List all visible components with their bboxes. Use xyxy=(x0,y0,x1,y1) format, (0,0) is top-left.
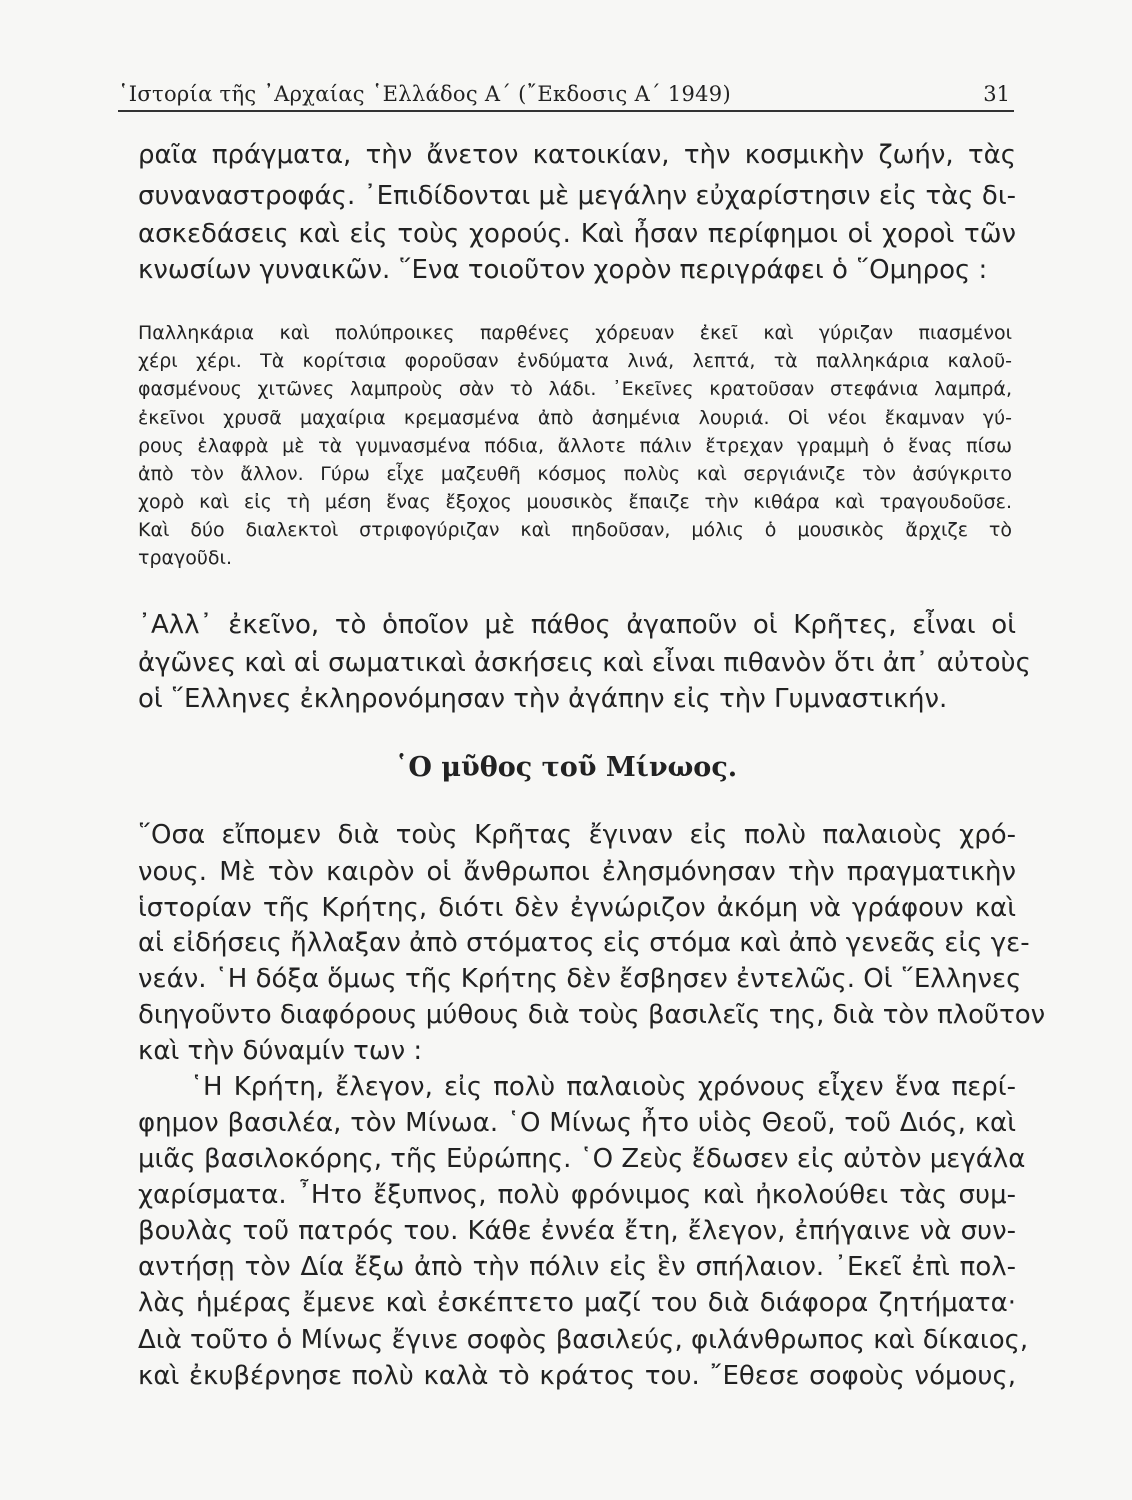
quote-line: φασμένους χιτῶνες λαμπροὺς σὰν τὸ λάδι. ᾿Εκεῖνες κρατοῦσαν στεφάνια λαμπρά, xyxy=(138,378,1012,400)
quote-line: χέρι χέρι. Τὰ κορίτσια φοροῦσαν ἐνδύματα λινά, λεπτά, τὰ παλληκάρια καλοῦ- xyxy=(138,350,1012,372)
text-line: ἱστορίαν τῆς Κρήτης, διότι δὲν ἐγνώριζον ἀκόμη νὰ γράφουν καὶ xyxy=(138,893,1016,923)
text-line: μιᾶς βασιλοκόρης, τῆς Εὐρώπης. ῾Ο Ζεὺς ἔδωσεν εἰς αὐτὸν μεγάλα xyxy=(138,1144,1026,1174)
text-line: χαρίσματα. ῏Ητο ἔξυπνος, πολὺ φρόνιμος καὶ ἠκολούθει τὰς συμ- xyxy=(138,1180,1016,1210)
quote-line: ρους ἐλαφρὰ μὲ τὰ γυμνασμένα πόδια, ἄλλοτε πάλιν ἔτρεχαν γραμμὴ ὁ ἕνας πίσω xyxy=(138,435,1012,457)
quote-line: ἀπὸ τὸν ἄλλον. Γύρω εἶχε μαζευθῆ κόσμος πολὺς καὶ σεργιάνιζε τὸν ἀσύγκριτο xyxy=(138,463,1012,485)
quote-line: τραγοῦδι. xyxy=(138,547,232,569)
text-line: Διὰ τοῦτο ὁ Μίνως ἔγινε σοφὸς βασιλεύς, φιλάνθρωπος καὶ δίκαιος, xyxy=(138,1325,1029,1355)
quote-line: ἐκεῖνοι χρυσᾶ μαχαίρια κρεμασμένα ἀπὸ ἀσημένια λουριά. Οἱ νέοι ἔκαμναν γύ- xyxy=(138,407,1012,429)
text-line: ῾Η Κρήτη, ἔλεγον, εἰς πολὺ παλαιοὺς χρόνους εἶχεν ἕνα περί- xyxy=(190,1072,1016,1102)
text-line: συναναστροφάς. ᾿Επιδίδονται μὲ μεγάλην εὐχαρίστησιν εἰς τὰς δι- xyxy=(138,181,1016,211)
page-number: 31 xyxy=(983,82,1010,106)
quote-line: Παλληκάρια καὶ πολύπροικες παρθένες χόρευαν ἐκεῖ καὶ γύριζαν πιασμένοι xyxy=(138,322,1012,344)
text-line: νους. Μὲ τὸν καιρὸν οἱ ἄνθρωποι ἐλησμόνησαν τὴν πραγματικὴν xyxy=(138,857,1016,887)
text-line: ραῖα πράγματα, τὴν ἄνετον κατοικίαν, τὴν κοσμικὴν ζωήν, τὰς xyxy=(138,140,1016,170)
quote-line: χορὸ καὶ εἰς τὴ μέση ἕνας ἔξοχος μουσικὸς ἔπαιζε τὴν κιθάρα καὶ τραγουδοῦσε. xyxy=(138,491,1012,513)
text-line: οἱ ῞Ελληνες ἐκληρονόμησαν τὴν ἀγάπην εἰς τὴν Γυμναστικήν. xyxy=(138,684,948,714)
text-line: νεάν. ῾Η δόξα ὅμως τῆς Κρήτης δὲν ἔσβησεν ἐντελῶς. Οἱ ῞Ελληνες xyxy=(138,964,1022,994)
text-line: διηγοῦντο διαφόρους μύθους διὰ τοὺς βασιλεῖς της, διὰ τὸν πλοῦτον xyxy=(138,1000,1046,1030)
quote-line: Καὶ δύο διαλεκτοὶ στριφογύριζαν καὶ πηδοῦσαν, μόλις ὁ μουσικὸς ἄρχιζε τὸ xyxy=(138,519,1012,541)
text-line: αντήσῃ τὸν Δία ἔξω ἀπὸ τὴν πόλιν εἰς ἓν σπήλαιον. ᾿Εκεῖ ἐπὶ πολ- xyxy=(138,1252,1016,1282)
text-line: βουλὰς τοῦ πατρός του. Κάθε ἐννέα ἔτη, ἔλεγον, ἐπήγαινε νὰ συν- xyxy=(138,1216,1016,1246)
text-line: ἀγῶνες καὶ αἱ σωματικαὶ ἀσκήσεις καὶ εἶναι πιθανὸν ὅτι ἀπ᾿ αὐτοὺς xyxy=(138,648,1031,678)
text-line: καὶ ἐκυβέρνησε πολὺ καλὰ τὸ κράτος του. ῎Εθεσε σοφοὺς νόμους, xyxy=(138,1361,1016,1391)
text-line: φημον βασιλέα, τὸν Μίνωα. ῾Ο Μίνως ἦτο υἱὸς Θεοῦ, τοῦ Διός, καὶ xyxy=(138,1108,1016,1138)
text-line: ῞Οσα εἴπομεν διὰ τοὺς Κρῆτας ἔγιναν εἰς πολὺ παλαιοὺς χρό- xyxy=(138,820,1016,850)
text-line: κνωσίων γυναικῶν. ῞Ενα τοιοῦτον χορὸν περιγράφει ὁ ῞Ομηρος : xyxy=(138,255,988,285)
running-header xyxy=(118,80,1014,112)
text-line: καὶ τὴν δύναμίν των : xyxy=(138,1036,423,1066)
text-line: ασκεδάσεις καὶ εἰς τοὺς χορούς. Καὶ ἦσαν περίφημοι οἱ χοροὶ τῶν xyxy=(138,219,1016,249)
header-title: ῾Ιστορία τῆς ᾿Αρχαίας ῾Ελλάδος Α΄ (῎Εκδοσις Α΄ 1949) xyxy=(118,82,731,106)
text-line: λὰς ἡμέρας ἔμενε καὶ ἐσκέπτετο μαζί του διὰ διάφορα ζητήματα· xyxy=(138,1288,1016,1318)
text-line: αἱ εἰδήσεις ἤλλαξαν ἀπὸ στόματος εἰς στόμα καὶ ἀπὸ γενεᾶς εἰς γε- xyxy=(138,928,1030,958)
section-heading: ῾Ο μῦθος τοῦ Μίνωος. xyxy=(394,752,738,783)
text-line: ᾿Αλλ᾿ ἐκεῖνο, τὸ ὁποῖον μὲ πάθος ἀγαποῦν οἱ Κρῆτες, εἶναι οἱ xyxy=(138,610,1016,640)
